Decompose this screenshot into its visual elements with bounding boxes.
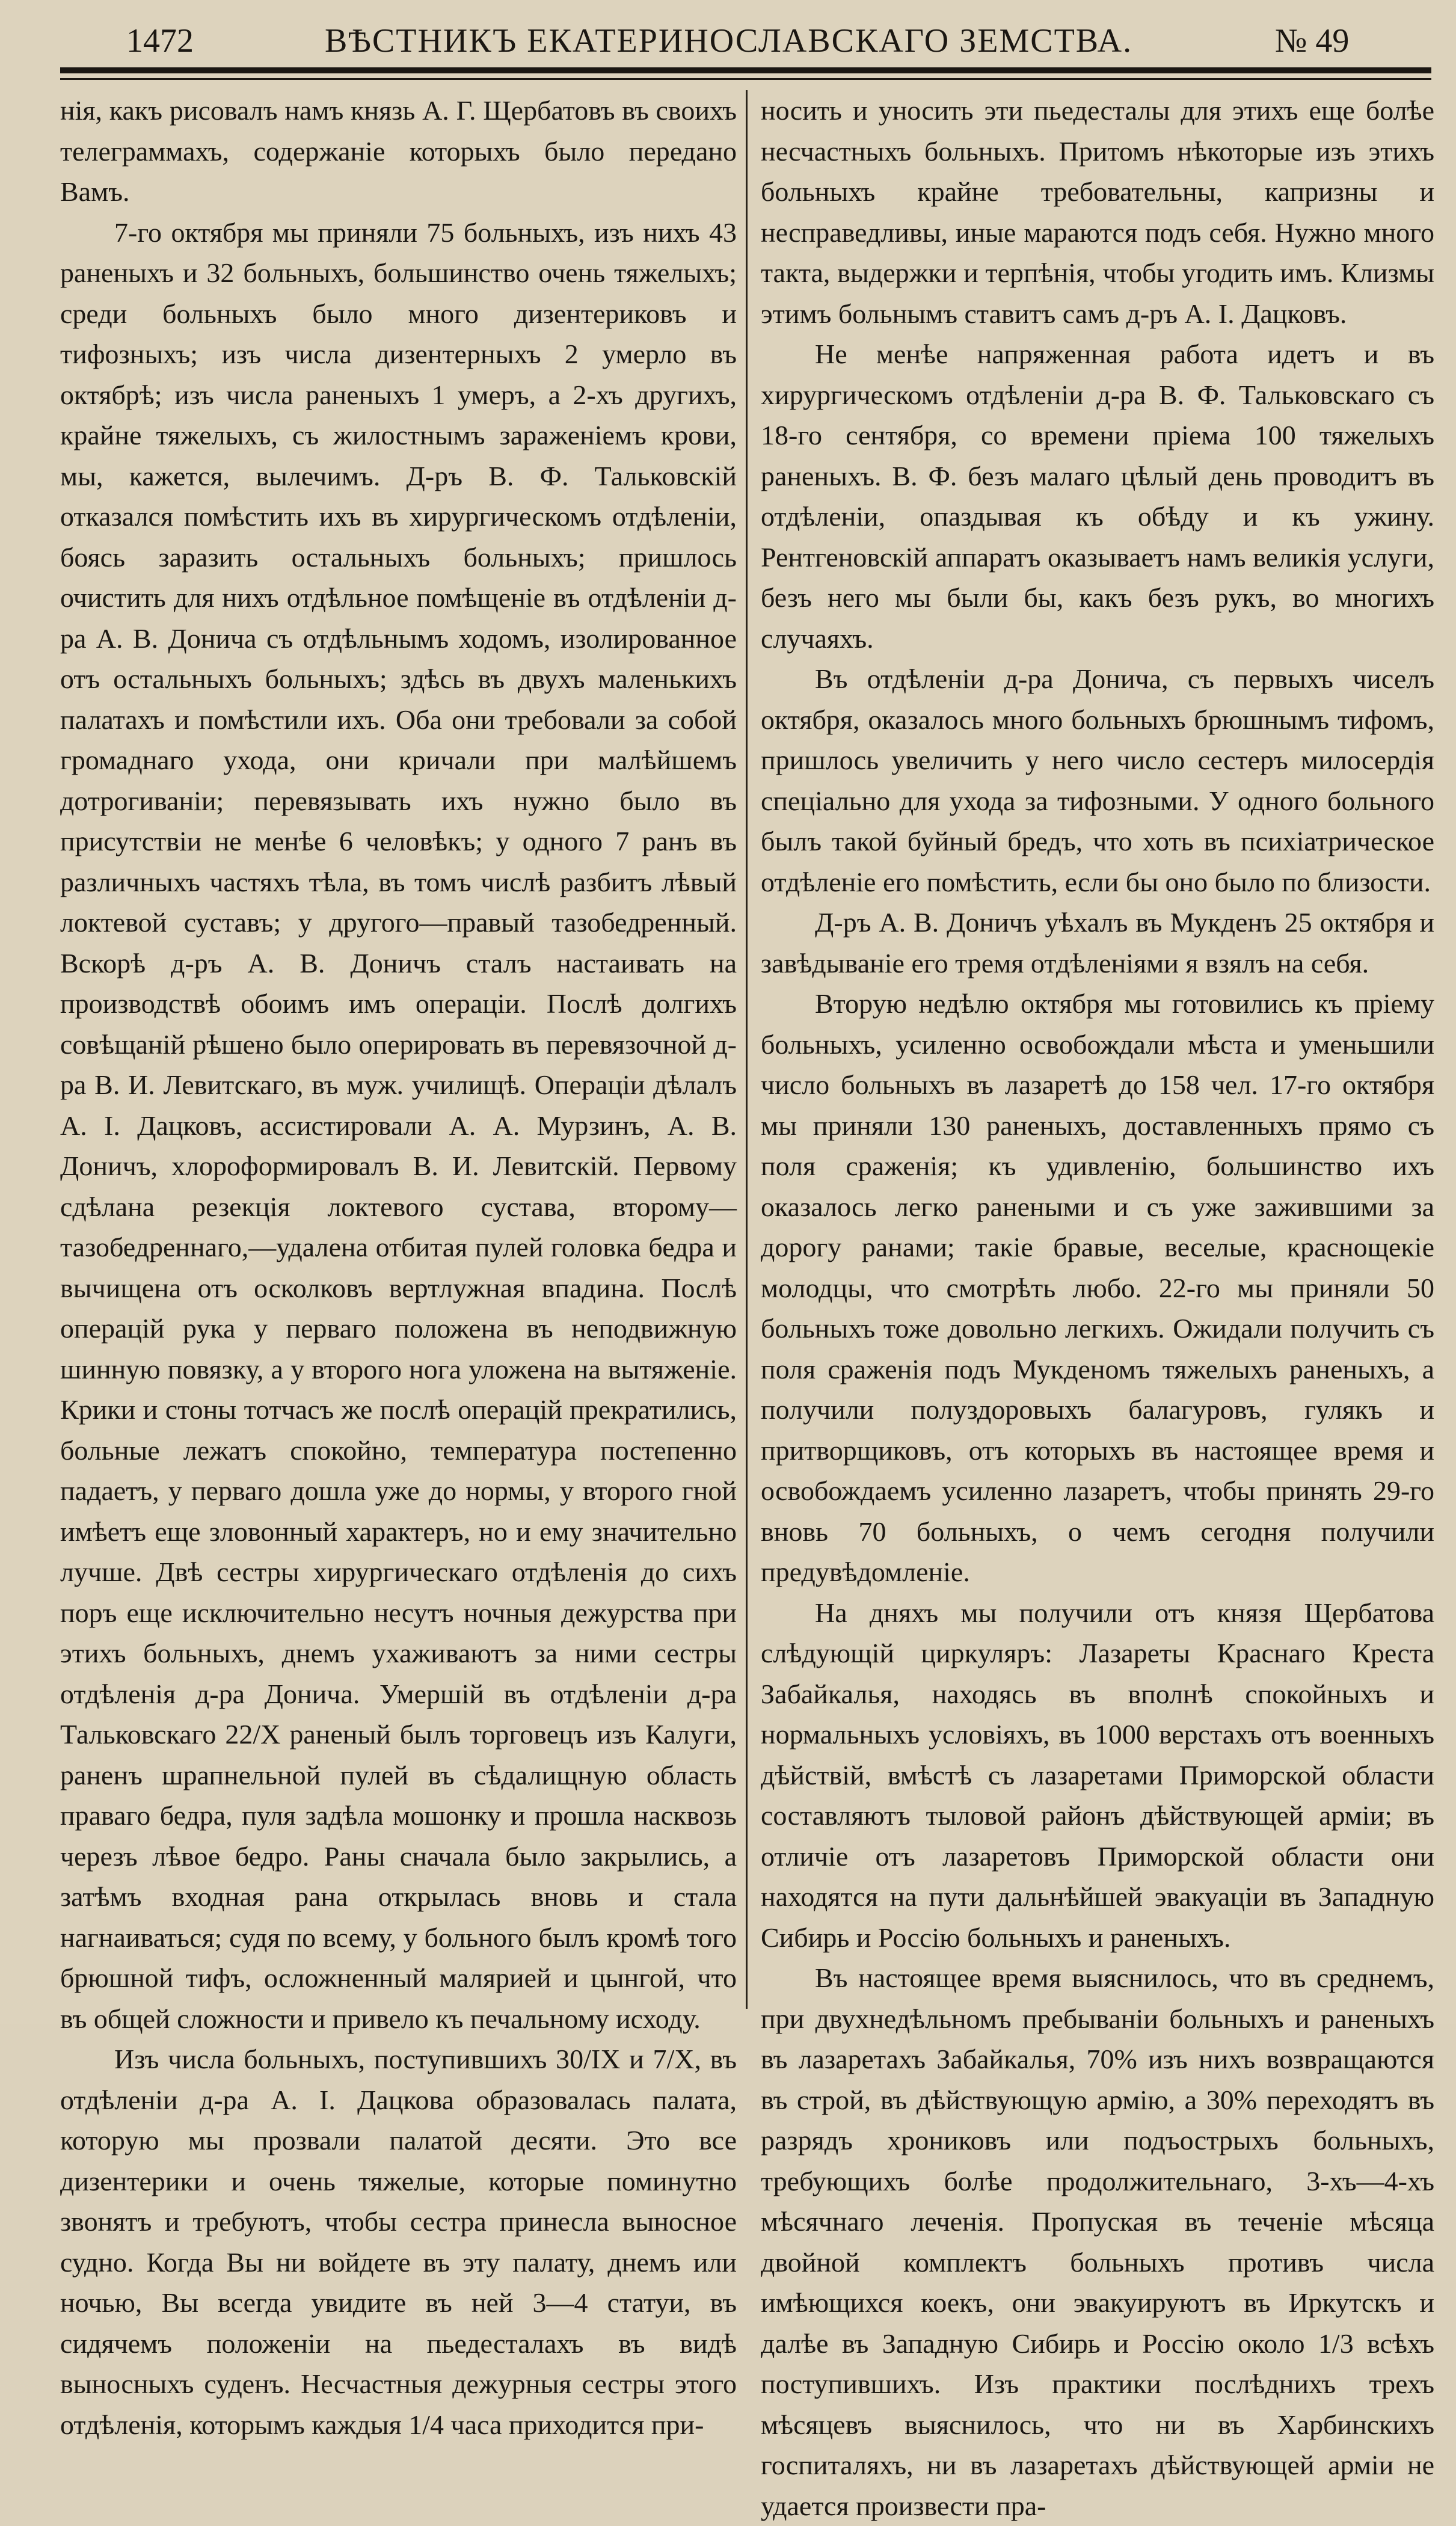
left-paragraph-2: 7-го октября мы приняли 75 больныхъ, изъ нихъ 43 раненыхъ и 32 больныхъ, большинство очень тяжелыхъ; среди больныхъ было много дизентериковъ и тифозныхъ; изъ числа дизентерныхъ 2 умерло въ октябрѣ; изъ числа раненыхъ 1 умеръ, а 2-хъ другихъ, крайне тяжелыхъ, съ жилостнымъ зараженіемъ крови, мы, кажется, вылечимъ. Д-ръ В. Ф. Тальковскій отказался помѣстить ихъ въ хирургическомъ отдѣленіи, боясь заразить остальныхъ больныхъ; пришлось очистить для нихъ отдѣльное помѣщеніе въ отдѣленіи д-ра А. В. Донича съ отдѣльнымъ ходомъ, изолированное отъ остальныхъ больныхъ; здѣсь въ двухъ маленькихъ палатахъ и помѣстили ихъ. Оба они требовали за собой громаднаго ухода, они кричали при малѣйшемъ дотрогиваніи; перевязывать ихъ нужно было въ присутствіи не менѣе 6 человѣкъ; у одного 7 ранъ въ различныхъ частяхъ тѣла, въ томъ числѣ разбитъ лѣвый локтевой суставъ; у другого—правый тазобедренный. Вскорѣ д-ръ А. В. Доничъ сталъ настаивать на производствѣ обоимъ имъ операціи. Послѣ долгихъ совѣщаній рѣшено было оперировать въ перевязочной д-ра В. И. Левитскаго, въ муж. училищѣ. Операціи дѣлалъ А. І. Дацковъ, ассистировали А. А. Мурзинъ, А. В. Доничъ, хлороформировалъ В. И. Левитскій. Первому сдѣлана резекція локтевого сустава, второму—тазобедреннаго,—удалена отбитая пулей головка бедра и вычищена отъ осколковъ вертлужная впадина. Послѣ операцій рука у перваго положена въ неподвижную шинную повязку, а у второго нога уложена на вытяженіе. Крики и стоны тотчасъ же послѣ операцій прекратились, больные лежатъ спокойно, температура постепенно падаетъ, у перваго дошла уже до нормы, у второго гной имѣетъ еще зловонный характеръ, но и ему значительно лучше. Двѣ сестры хирургическаго отдѣленія до сихъ поръ еще исключительно несутъ ночныя дежурства при этихъ больныхъ, днемъ ухаживаютъ за ними сестры отдѣленія д-ра Донича. Умершій въ отдѣленіи д-ра Тальковскаго 22/X раненый былъ торговецъ изъ Калуги, раненъ шрапнельной пулей въ сѣдалищную область праваго бедра, пуля задѣла мошонку и прошла насквозь черезъ лѣвое бедро. Раны сначала было закрылись, а затѣмъ входная рана открылась вновь и стала нагнаиваться; судя по всему, у больного былъ кромѣ того брюшной тифъ, осложненный малярией и цынгой, что въ общей сложности и привело къ печальному исходу. [60, 217, 737, 2034]
issue-number: № 49 [1275, 22, 1350, 60]
page-number: 1472 [126, 22, 194, 60]
left-column [60, 90, 737, 2440]
page-header [60, 17, 1425, 65]
journal-title: ВѢСТНИКЪ ЕКАТЕРИНОСЛАВСКАГО ЗЕМСТВА. [325, 22, 1133, 60]
right-paragraph-4: Д-ръ А. В. Доничъ уѣхалъ въ Мукденъ 25 октября и завѣдываніе его тремя отдѣленіями я взялъ на себя. [761, 907, 1434, 979]
header-rule-thick [60, 67, 1431, 73]
right-column [761, 90, 1434, 2521]
header-rule-thin [60, 78, 1431, 80]
left-paragraph-1: нія, какъ рисовалъ намъ князь А. Г. Щербатовъ въ своихъ телеграммахъ, содержаніе которыхъ было передано Вамъ. [60, 95, 737, 207]
right-paragraph-3: Въ отдѣленіи д-ра Донича, съ первыхъ чиселъ октября, оказалось много больныхъ брюшнымъ тифомъ, пришлось увеличить у него число сестеръ милосердія спеціально для ухода за тифозными. У одного больного былъ такой буйный бредъ, что хоть въ психіатрическое отдѣленіе его помѣстить, если бы оно было по близости. [761, 663, 1434, 897]
right-paragraph-7: Въ настоящее время выяснилось, что въ среднемъ, при двухнедѣльномъ пребываніи больныхъ и раненыхъ въ лазаретахъ Забайкалья, 70% изъ нихъ возвращаются въ строй, въ дѣйствующую армію, а 30% переходятъ въ разрядъ хрониковъ или подъострыхъ больныхъ, требующихъ болѣе продолжительнаго, 3-хъ—4-хъ мѣсячнаго леченія. Пропуская въ теченіе мѣсяца двойной комплектъ больныхъ противъ числа имѣющихся коекъ, они эвакуируютъ въ Иркутскъ и далѣе въ Западную Сибирь и Россію около 1/3 всѣхъ поступившихъ. Изъ практики послѣднихъ трехъ мѣсяцевъ выяснилось, что ни въ Харбинскихъ госпиталяхъ, ни въ лазаретахъ дѣйствующей арміи не удается произвести пра- [761, 1962, 1434, 2521]
right-paragraph-5: Вторую недѣлю октября мы готовились къ пріему больныхъ, усиленно освобождали мѣста и уменьшили число больныхъ въ лазаретѣ до 158 чел. 17-го октября мы приняли 130 раненыхъ, доставленныхъ прямо съ поля сраженія; къ удивленію, большинство ихъ оказалось легко ранеными и съ уже зажившими за дорогу ранами; такіе бравые, веселые, краснощекіе молодцы, что смотрѣть любо. 22-го мы приняли 50 больныхъ тоже довольно легкихъ. Ожидали получить съ поля сраженія подъ Мукденомъ тяжелыхъ раненыхъ, а получили полуздоровыхъ балагуровъ, гулякъ и притворщиковъ, отъ которыхъ въ настоящее время и освобождаемъ усиленно лазаретъ, чтобы принять 29-го вновь 70 больныхъ, о чемъ сегодня получили предувѣдомленіе. [761, 988, 1434, 1587]
column-divider [746, 90, 748, 2009]
right-paragraph-6: На дняхъ мы получили отъ князя Щербатова слѣдующій циркуляръ: Лазареты Краснаго Креста Забайкалья, находясь въ вполнѣ спокойныхъ и нормальныхъ условіяхъ, въ 1000 верстахъ отъ военныхъ дѣйствій, вмѣстѣ съ лазаретами Приморской области составляютъ тыловой районъ дѣйствующей арміи; въ отличіе отъ лазаретовъ Приморской области они находятся на пути дальнѣйшей эвакуаціи въ Западную Сибирь и Россію больныхъ и раненыхъ. [761, 1597, 1434, 1953]
right-paragraph-2: Не менѣе напряженная работа идетъ и въ хирургическомъ отдѣленіи д-ра В. Ф. Тальковскаго съ 18-го сентября, со времени пріема 100 тяжелыхъ раненыхъ. В. Ф. безъ малаго цѣлый день проводитъ въ отдѣленіи, опаздывая къ обѣду и къ ужину. Рентгеновскій аппаратъ оказываетъ намъ великія услуги, безъ него мы были бы, какъ безъ рукъ, во многихъ случаяхъ. [761, 339, 1434, 654]
right-paragraph-1: носить и уносить эти пьедесталы для этихъ еще болѣе несчастныхъ больныхъ. Притомъ нѣкоторые изъ этихъ больныхъ крайне требовательны, капризны и несправедливы, иные мараются подъ себя. Нужно много такта, выдержки и терпѣнія, чтобы угодить имъ. Клизмы этимъ больнымъ ставитъ самъ д-ръ А. І. Дацковъ. [761, 95, 1434, 329]
left-paragraph-3: Изъ числа больныхъ, поступившихъ 30/IX и 7/X, въ отдѣленіи д-ра А. І. Дацкова образовалась палата, которую мы прозвали палатой десяти. Это все дизентерики и очень тяжелые, которые поминутно звонятъ и требуютъ, чтобы сестра принесла выносное судно. Когда Вы ни войдете въ эту палату, днемъ или ночью, Вы всегда увидите въ ней 3—4 статуи, въ сидячемъ положеніи на пьедесталахъ въ видѣ выносныхъ суденъ. Несчастныя дежурныя сестры этого отдѣленія, которымъ каждыя 1/4 часа приходится при- [60, 2044, 737, 2440]
